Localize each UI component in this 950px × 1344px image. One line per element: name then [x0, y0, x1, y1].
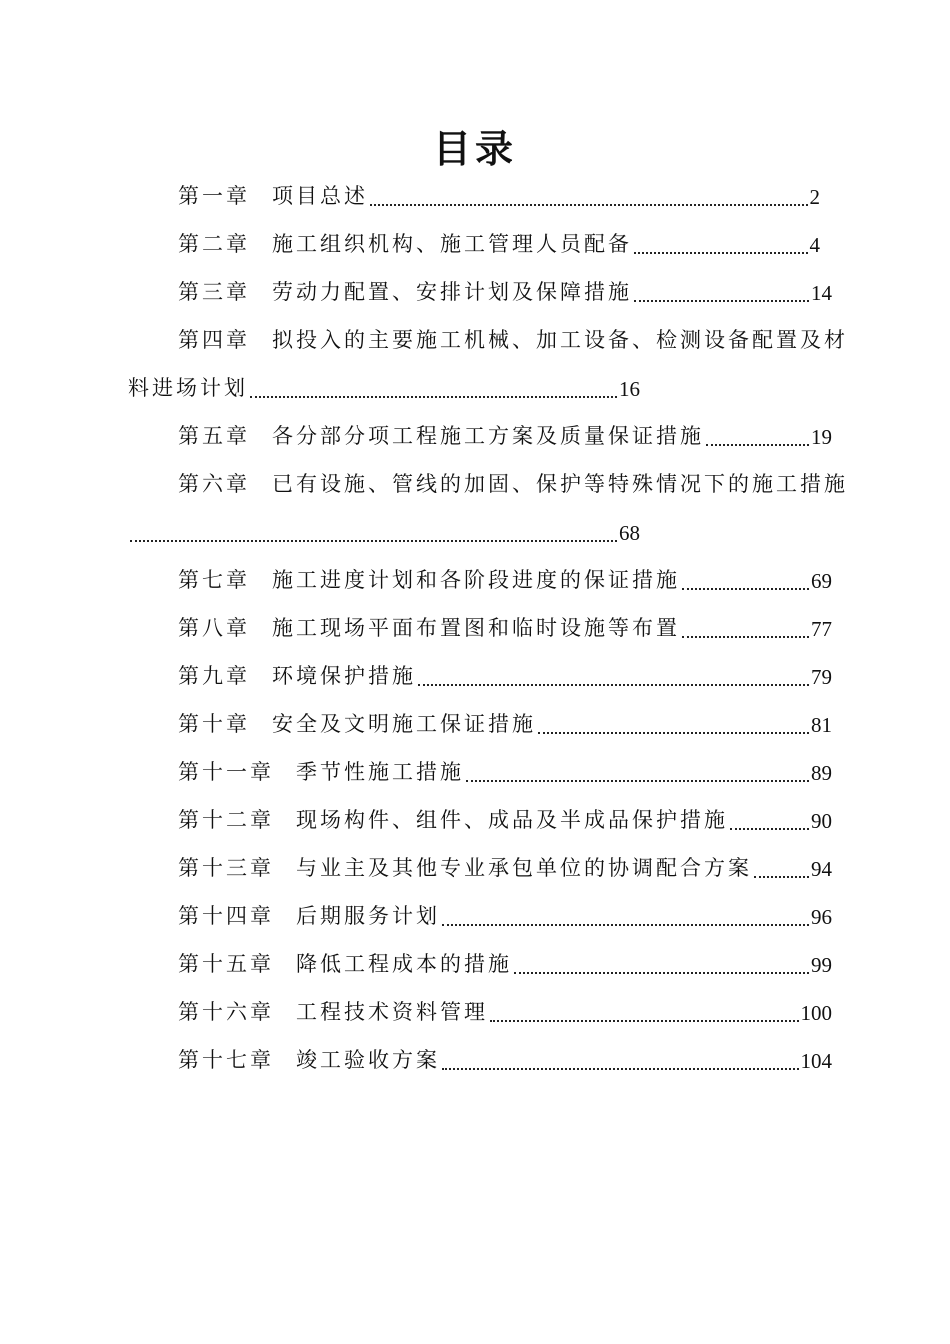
toc-page: 89: [811, 761, 832, 785]
page-title: 目录: [432, 127, 517, 171]
toc-entry[interactable]: [178, 804, 832, 834]
toc-page: 104: [800, 1049, 832, 1073]
toc-title: 环境保护措施: [272, 664, 416, 688]
toc-leader: [250, 396, 617, 398]
toc-entry[interactable]: [178, 612, 832, 642]
toc-page: 90: [811, 809, 832, 833]
toc-entry[interactable]: [178, 324, 858, 354]
toc-page: 69: [811, 569, 832, 593]
toc-chapter: 第一章: [178, 184, 250, 208]
toc-leader: [466, 780, 809, 782]
toc-page: 19: [811, 425, 832, 449]
toc-entry-continuation[interactable]: [128, 516, 640, 546]
toc-page: 94: [811, 857, 832, 881]
toc-title: 施工进度计划和各阶段进度的保证措施: [272, 568, 680, 592]
toc-leader: [490, 1020, 799, 1022]
toc-chapter: 第五章: [178, 424, 250, 448]
toc-title: 安全及文明施工保证措施: [272, 712, 536, 736]
toc-entry[interactable]: [178, 756, 832, 786]
toc-entry[interactable]: [178, 420, 832, 450]
toc-title: 施工现场平面布置图和临时设施等布置: [272, 616, 680, 640]
toc-chapter: 第十五章: [178, 952, 274, 976]
toc-title: 现场构件、组件、成品及半成品保护措施: [296, 808, 728, 832]
toc-entry[interactable]: [178, 660, 832, 690]
toc-title: 季节性施工措施: [296, 760, 464, 784]
toc-title: 已有设施、管线的加固、保护等特殊情况下的施工措施: [272, 472, 848, 496]
toc-entry[interactable]: [178, 564, 832, 594]
toc-title: 工程技术资料管理: [296, 1000, 488, 1024]
toc-entry[interactable]: [178, 852, 832, 882]
toc-chapter: 第二章: [178, 232, 250, 256]
toc-entry[interactable]: [178, 996, 832, 1026]
toc-chapter: 第九章: [178, 664, 250, 688]
toc-chapter: 第四章: [178, 328, 250, 352]
toc-page: 77: [811, 617, 832, 641]
toc-chapter: 第六章: [178, 472, 250, 496]
toc-leader: [514, 972, 809, 974]
toc-entry[interactable]: [178, 180, 820, 210]
toc-chapter: 第十一章: [178, 760, 274, 784]
toc-entry[interactable]: [178, 948, 832, 978]
toc-title-cont: 料进场计划: [128, 376, 248, 400]
toc-page: 16: [619, 377, 640, 401]
toc-page: 99: [811, 953, 832, 977]
toc-chapter: 第十四章: [178, 904, 274, 928]
toc-title: 施工组织机构、施工管理人员配备: [272, 232, 632, 256]
toc-leader: [418, 684, 809, 686]
toc-page: 96: [811, 905, 832, 929]
toc-chapter: 第十章: [178, 712, 250, 736]
toc-leader: [682, 588, 809, 590]
toc-title: 降低工程成本的措施: [296, 952, 512, 976]
toc-page: 4: [809, 233, 820, 257]
toc-leader: [442, 1068, 799, 1070]
toc-entry[interactable]: [178, 276, 832, 306]
toc-page: 68: [619, 521, 640, 545]
toc-title: 拟投入的主要施工机械、加工设备、检测设备配置及材: [272, 328, 848, 352]
toc-leader: [538, 732, 809, 734]
toc-chapter: 第八章: [178, 616, 250, 640]
toc-leader: [730, 828, 809, 830]
toc-entry-continuation[interactable]: [128, 372, 640, 402]
toc-leader: [682, 636, 809, 638]
toc-leader: [634, 252, 808, 254]
toc-title: 项目总述: [272, 184, 368, 208]
toc-title: 劳动力配置、安排计划及保障措施: [272, 280, 632, 304]
toc-leader: [634, 300, 809, 302]
toc-chapter: 第十三章: [178, 856, 274, 880]
toc-entry[interactable]: [178, 708, 832, 738]
toc-title: 后期服务计划: [296, 904, 440, 928]
toc-title: 各分部分项工程施工方案及质量保证措施: [272, 424, 704, 448]
toc-page: 79: [811, 665, 832, 689]
toc-entry[interactable]: [178, 228, 820, 258]
toc-page: 2: [809, 185, 820, 209]
toc-leader: [754, 876, 809, 878]
toc-entry[interactable]: [178, 900, 832, 930]
toc-leader: [442, 924, 809, 926]
toc-entry[interactable]: [178, 468, 858, 498]
toc-page: 14: [811, 281, 832, 305]
toc-title: 竣工验收方案: [296, 1048, 440, 1072]
toc-title: 与业主及其他专业承包单位的协调配合方案: [296, 856, 752, 880]
toc-page: 81: [811, 713, 832, 737]
toc-page: 100: [800, 1001, 832, 1025]
toc-chapter: 第十二章: [178, 808, 274, 832]
toc-chapter: 第七章: [178, 568, 250, 592]
toc-chapter: 第十六章: [178, 1000, 274, 1024]
toc-entry[interactable]: [178, 1044, 832, 1074]
toc-leader: [706, 444, 809, 446]
toc-chapter: 第十七章: [178, 1048, 274, 1072]
toc-leader: [130, 540, 617, 542]
toc-chapter: 第三章: [178, 280, 250, 304]
toc-leader: [370, 204, 808, 206]
